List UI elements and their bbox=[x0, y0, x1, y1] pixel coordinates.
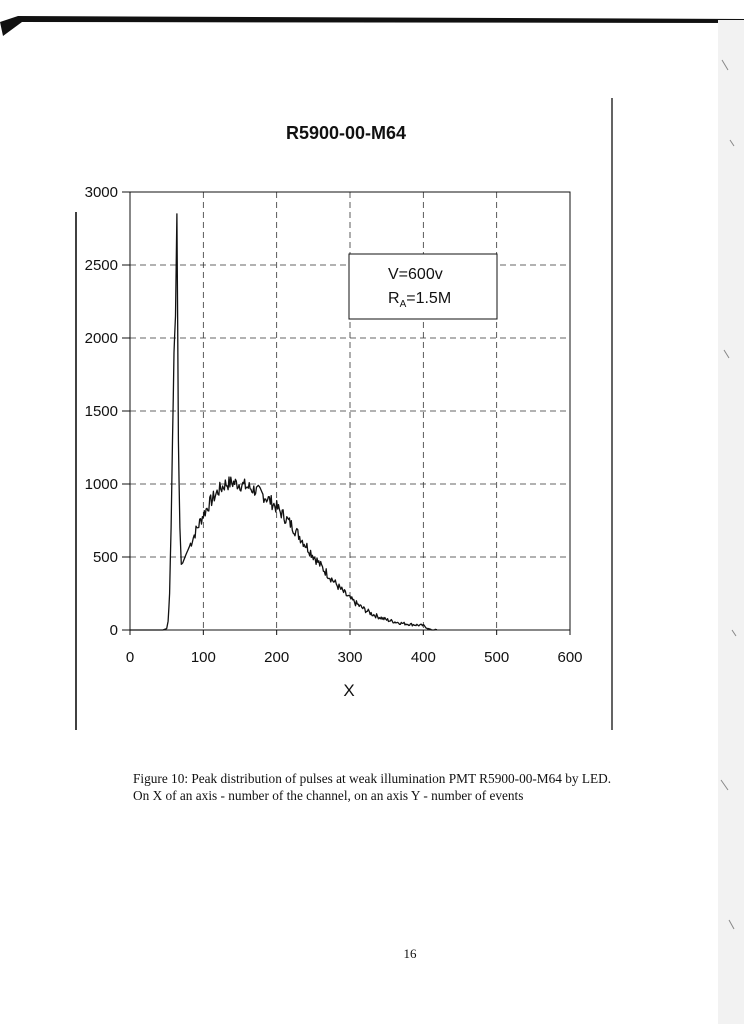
chart-title: R5900-00-M64 bbox=[285, 123, 407, 143]
legend-resistance-subscript: A bbox=[399, 299, 407, 310]
y-tick-label: 500 bbox=[92, 549, 118, 566]
legend-resistance-symbol: R bbox=[388, 290, 400, 307]
x-tick-label: 600 bbox=[557, 649, 583, 666]
figure-caption bbox=[133, 770, 708, 804]
legend-voltage: V=600v bbox=[388, 266, 443, 283]
legend-resistance-value: =1.5M bbox=[406, 290, 452, 307]
x-tick-label: 400 bbox=[410, 649, 436, 666]
y-tick-label: 3000 bbox=[84, 184, 118, 201]
axis-ticks bbox=[85, 184, 583, 666]
caption-line-1: Figure 10: Peak distribution of pulses at weak illumination PMT R5900-00-M64 by LED. bbox=[133, 771, 612, 786]
x-tick-label: 0 bbox=[125, 649, 135, 666]
legend bbox=[349, 254, 497, 319]
x-tick-label: 200 bbox=[264, 649, 290, 666]
y-tick-label: 2000 bbox=[84, 330, 118, 347]
x-axis-label: X bbox=[343, 681, 355, 700]
page-number: 16 bbox=[403, 946, 417, 961]
y-tick-label: 1500 bbox=[84, 403, 118, 420]
y-tick-label: 2500 bbox=[84, 257, 118, 274]
x-tick-label: 100 bbox=[190, 649, 216, 666]
x-tick-label: 300 bbox=[337, 649, 363, 666]
legend-box bbox=[349, 254, 497, 319]
caption-line-2: On X of an axis - number of the channel, on an axis Y - number of events bbox=[133, 788, 524, 803]
x-tick-label: 500 bbox=[484, 649, 510, 666]
y-tick-label: 0 bbox=[109, 622, 118, 639]
y-tick-label: 1000 bbox=[84, 476, 118, 493]
